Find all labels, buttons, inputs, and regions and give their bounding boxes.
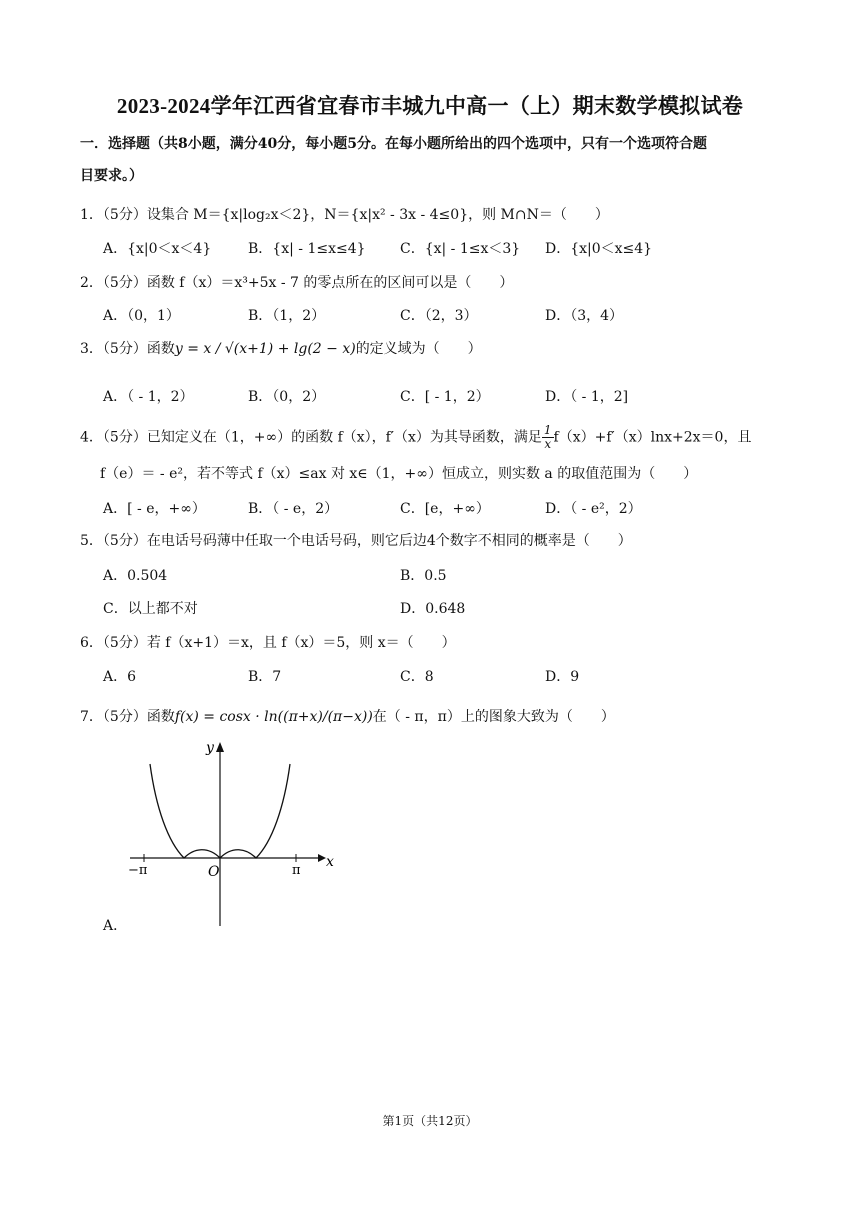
section-line-1: 一．选择题（共8小题，满分40分，每小题5分。在每小题所给出的四个选项中，只有一个选项符合题 [80,136,707,152]
question-7-formula: f(x) = cosx · ln((π+x)/(π−x)) [174,709,373,725]
q3-option-d: D．（ - 1，2] [545,389,629,405]
option-a-graph [118,738,338,928]
q2-option-c: C．（2，3） [400,308,478,324]
question-2: 2．（5分）函数 f（x）＝x³+5x - 7 的零点所在的区间可以是（ ） [80,275,514,291]
q5-option-b: B．0.5 [400,568,447,584]
question-1-text: M＝{x|log₂x＜2}，N＝{x|x² - 3x - 4≤0}，则 M∩N＝（ ） [193,207,609,223]
question-7 [80,706,615,726]
question-4-line-1 [80,424,751,451]
section-heading [80,128,780,192]
q6-option-b: B．7 [248,669,282,685]
question-3-formula: y = x / √(x+1) + lg(2 − x) [174,341,356,357]
q2-option-d: D．（3，4） [545,308,624,324]
q4-option-a: A．[ - e，+∞） [103,501,206,517]
q5-option-c: C．以上都不对 [103,601,198,617]
q4-option-b: B．（ - e，2） [248,501,339,517]
neg-pi-label: −π [128,863,148,878]
question-4-text-b: f（x）+f′（x）lnx+2x＝0，且 [553,429,752,446]
question-7-prefix: 7．（5分）函数 [80,709,175,725]
question-7-suffix: 在（ - π，π）上的图象大致为（ ） [372,709,615,725]
question-3 [80,338,482,358]
question-5: 5．（5分）在电话号码薄中任取一个电话号码，则它后边4个数字不相同的概率是（ ） [80,533,632,549]
fraction-1-over-x: $\frac{1}{x}$ [543,423,552,451]
q3-option-a: A．（ - 1，2） [103,389,194,405]
question-4-text-a: 4．（5分）已知定义在（1，+∞）的函数 f（x），f′（x）为其导函数，满足 [80,429,542,446]
q5-option-a: A．0.504 [103,568,168,584]
q1-option-c: C．{x| - 1≤x＜3} [400,241,521,257]
x-label: x [326,854,334,870]
q6-option-a: A．6 [103,669,137,685]
x-axis-arrow [318,854,326,862]
y-label: y [206,740,214,756]
q4-option-c: C．[e，+∞） [400,501,490,517]
page-footer: 第1页（共12页） [382,1114,478,1128]
page-title: 2023-2024学年江西省宜春市丰城九中高一（上）期末数学模拟试卷 [116,94,744,118]
q5-option-d: D．0.648 [400,601,466,617]
q2-option-b: B．（1，2） [248,308,326,324]
question-4-line-2: f（e）＝ - e²，若不等式 f（x）≤ax 对 x∈（1，+∞）恒成立，则实数 a 的取值范围为（ ） [100,466,698,482]
section-line-2: 目要求。） [80,168,143,184]
question-6: 6．（5分）若 f（x+1）＝x，且 f（x）＝5，则 x＝（ ） [80,635,456,651]
q3-option-c: C．[ - 1，2） [400,389,490,405]
question-1-num: 1．（5分）设集合 [80,207,194,223]
q1-option-d: D．{x|0＜x≤4} [545,241,653,257]
q2-option-a: A．（0，1） [103,308,180,324]
q6-option-c: C．8 [400,669,434,685]
question-1 [80,204,609,224]
question-3-suffix: 的定义域为（ ） [355,341,482,357]
y-axis-arrow [216,742,224,752]
pos-pi-label: π [292,863,301,878]
q1-option-a: A．{x|0＜x＜4} [103,241,212,257]
q3-option-b: B．（0，2） [248,389,326,405]
q4-option-d: D．（ - e²，2） [545,501,642,517]
question-3-prefix: 3．（5分）函数 [80,341,175,357]
q6-option-d: D．9 [545,669,580,685]
origin-label: O [208,864,220,880]
q1-option-b: B．{x| - 1≤x≤4} [248,241,366,257]
q7-option-a-label: A． [103,918,128,934]
